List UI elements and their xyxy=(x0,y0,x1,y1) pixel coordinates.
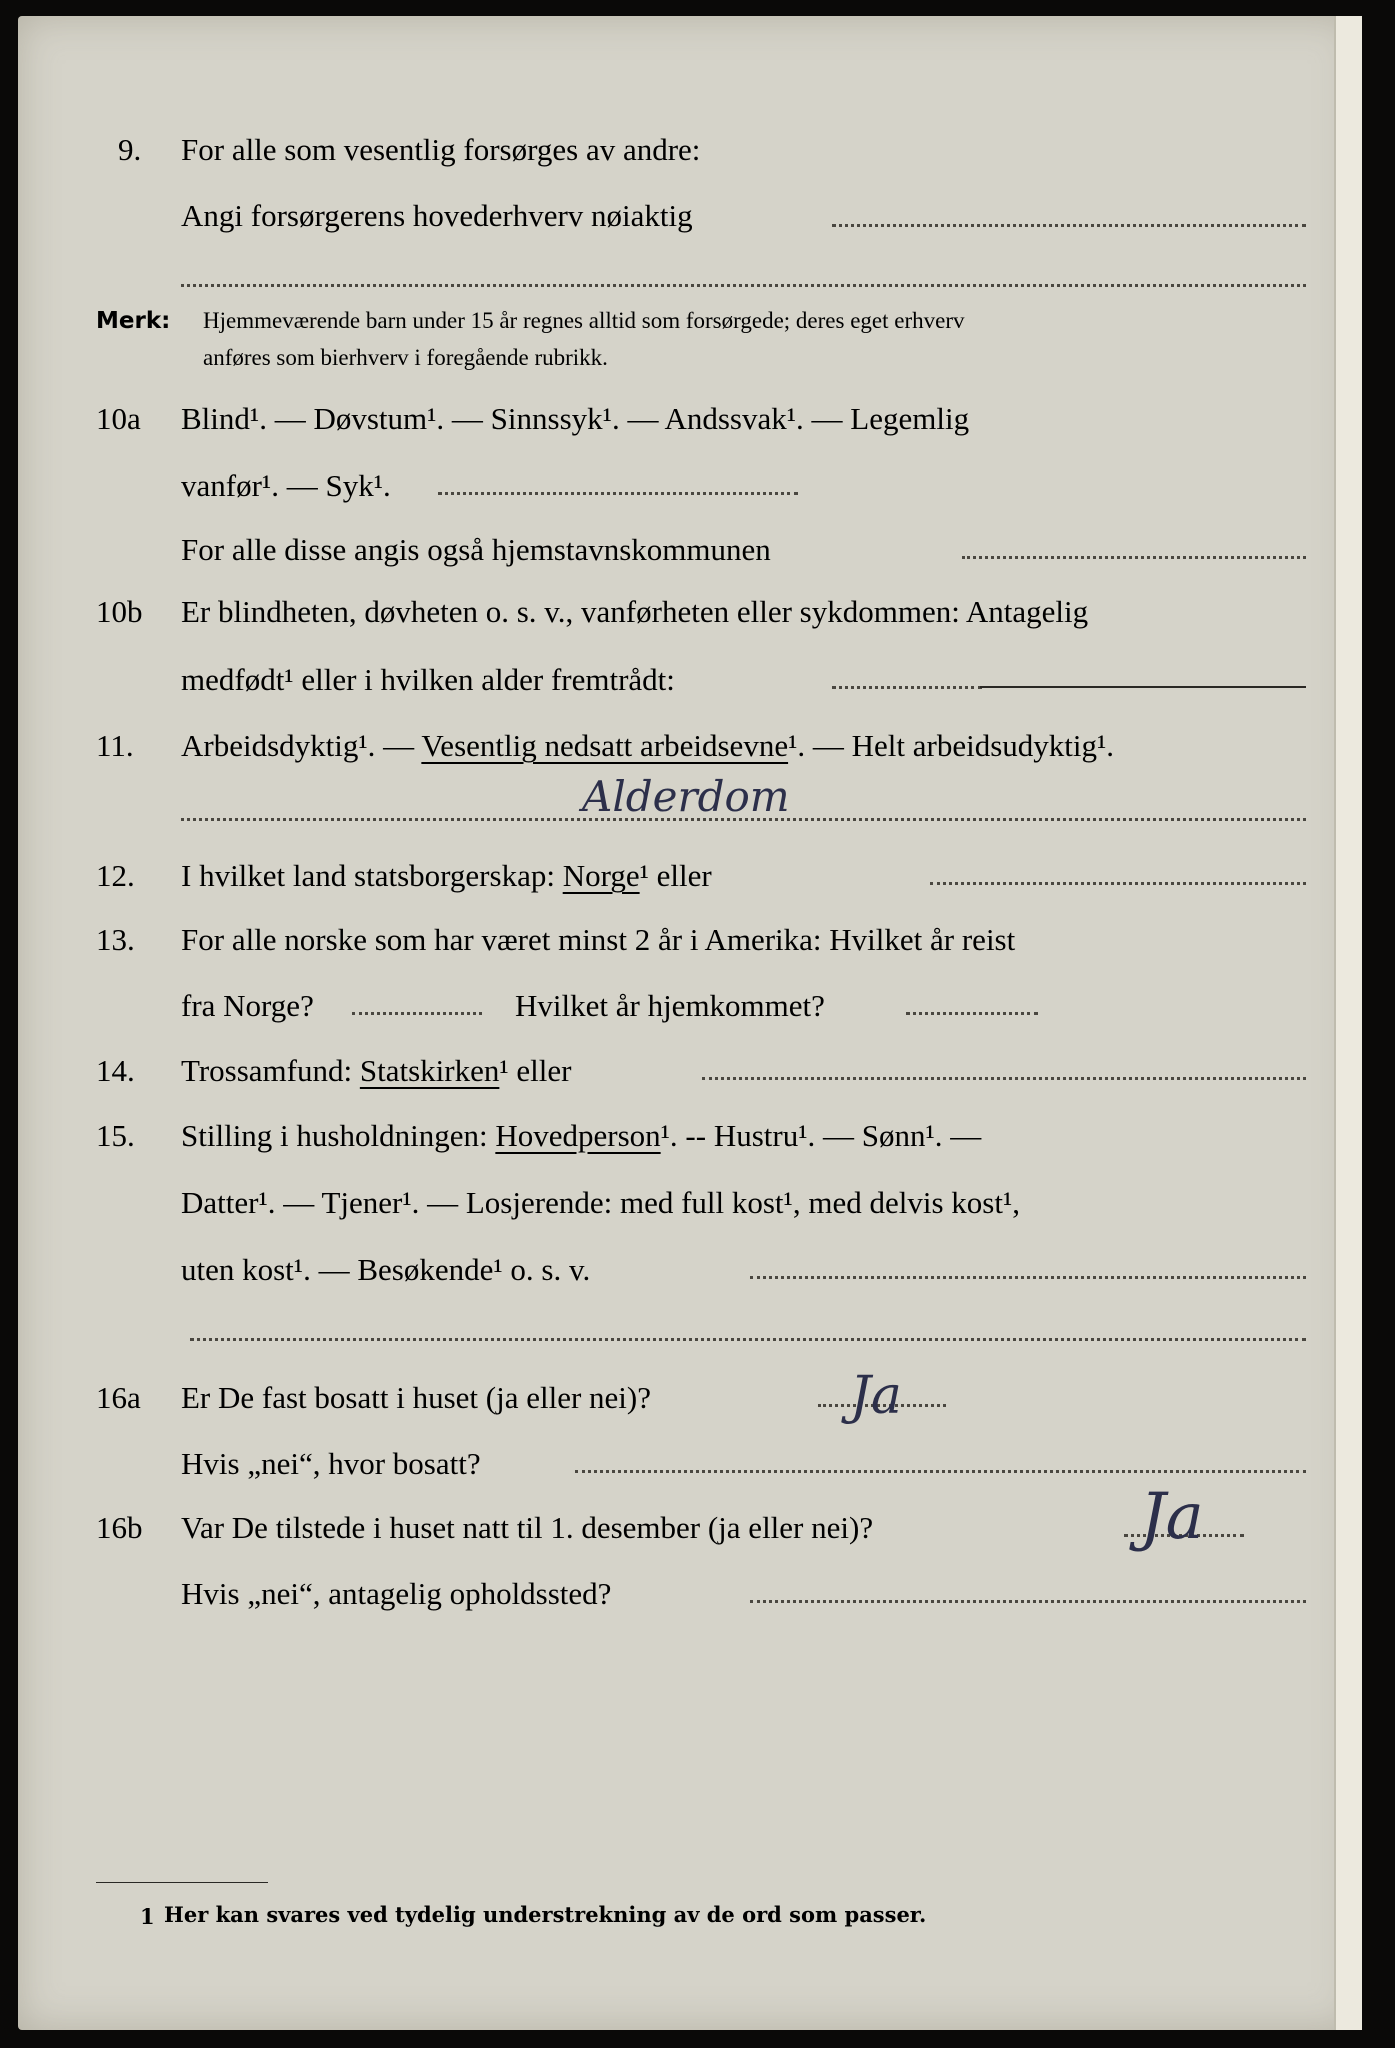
q10b-number: 10b xyxy=(96,594,143,629)
q13-number: 13. xyxy=(96,922,135,957)
q13-return-field[interactable] xyxy=(906,1012,1038,1015)
merk-label: Merk: xyxy=(96,308,171,334)
q10a-line3: For alle disse angis også hjemstavnskommunen xyxy=(181,532,771,567)
q13-line2b: Hvilket år hjemkommet? xyxy=(515,988,825,1023)
page-edge xyxy=(1334,16,1362,2030)
q9-line2: Angi forsørgerens hovederhverv nøiaktig xyxy=(181,198,693,233)
q10a-answer-field[interactable] xyxy=(438,492,798,495)
q11-number: 11. xyxy=(96,728,134,763)
q9-answer-field[interactable] xyxy=(832,224,1306,227)
q14-answer-field[interactable] xyxy=(702,1077,1306,1080)
q15-options-rest: ¹. -- Hustru¹. — Sønn¹. — xyxy=(660,1118,982,1153)
merk-line2: anføres som bierhverv i foregående rubrikk. xyxy=(203,345,608,370)
q9-line1: For alle som vesentlig forsørges av andre: xyxy=(181,132,701,167)
q15-option-hovedperson: Hovedperson xyxy=(495,1118,661,1153)
q14-number: 14. xyxy=(96,1053,135,1088)
q10a-line2: vanfør¹. — Syk¹. xyxy=(181,468,391,503)
footnote-mark: 1 xyxy=(140,1904,155,1929)
q16b-number: 16b xyxy=(96,1510,143,1545)
q15-line2: Datter¹. — Tjener¹. — Losjerende: med full kost¹, med delvis kost¹, xyxy=(181,1185,1020,1220)
footnote-rule xyxy=(96,1882,268,1883)
q10b-line1: Er blindheten, døvheten o. s. v., vanførheten eller sykdommen: Antagelig xyxy=(181,594,1089,629)
q14-line xyxy=(181,1051,571,1091)
q16a-handwritten-answer: Ja xyxy=(850,1366,902,1426)
q10a-number: 10a xyxy=(96,401,141,436)
q15-answer-field-2[interactable] xyxy=(190,1338,1306,1341)
q11-option-reduced: Vesentlig nedsatt arbeidsevne xyxy=(421,728,789,763)
q9-number: 9. xyxy=(118,132,142,167)
q14-question: Trossamfund: xyxy=(181,1053,360,1088)
q10b-answer-line xyxy=(980,686,1306,688)
q13-line2a: fra Norge? xyxy=(181,988,314,1023)
merk-line1: Hjemmeværende barn under 15 år regnes alltid som forsørgede; deres eget erhverv xyxy=(203,308,965,333)
q13-line1: For alle norske som har været minst 2 år i Amerika: Hvilket år reist xyxy=(181,922,1016,957)
q16a-number: 16a xyxy=(96,1380,141,1415)
q15-line3: uten kost¹. — Besøkende¹ o. s. v. xyxy=(181,1252,591,1287)
q16a-line2: Hvis „nei“, hvor bosatt? xyxy=(181,1446,481,1481)
q10a-municipality-field[interactable] xyxy=(962,556,1306,559)
footnote-text: Her kan svares ved tydelig understrekning av de ord som passer. xyxy=(164,1902,927,1927)
q16a-line1: Er De fast bosatt i huset (ja eller nei)? xyxy=(181,1380,651,1415)
q16b-line1: Var De tilstede i huset natt til 1. desember (ja eller nei)? xyxy=(181,1510,874,1545)
q13-left-field[interactable] xyxy=(352,1012,482,1015)
q15-answer-field[interactable] xyxy=(750,1276,1306,1279)
q10a-line1: Blind¹. — Døvstum¹. — Sinnssyk¹. — Andssvak¹. — Legemlig xyxy=(181,401,970,436)
q16b-handwritten-answer: Ja xyxy=(1140,1480,1204,1554)
q16b-place-field[interactable] xyxy=(750,1600,1306,1603)
q10b-line2: medfødt¹ eller i hvilken alder fremtrådt: xyxy=(181,662,675,697)
q14-option-other: ¹ eller xyxy=(499,1053,572,1088)
q12-option-other: ¹ eller xyxy=(639,858,712,893)
q15-number: 15. xyxy=(96,1118,135,1153)
q12-option-norge: Norge xyxy=(562,858,640,893)
q12-line xyxy=(181,856,712,896)
q9-answer-field-2[interactable] xyxy=(181,284,1306,287)
q10b-answer-field[interactable] xyxy=(832,686,982,689)
q16a-where-field[interactable] xyxy=(575,1470,1306,1473)
q15-question: Stilling i husholdningen: xyxy=(181,1118,496,1153)
q15-line1 xyxy=(181,1116,981,1156)
q11-line xyxy=(181,726,1114,766)
q11-answer-field[interactable] xyxy=(181,818,1306,821)
q12-question: I hvilket land statsborgerskap: xyxy=(181,858,563,893)
q16b-line2: Hvis „nei“, antagelig opholdssted? xyxy=(181,1576,612,1611)
q11-option-unable: ¹. — Helt arbeidsudyktig¹. xyxy=(788,728,1115,763)
q12-number: 12. xyxy=(96,858,135,893)
q11-option-able: Arbeidsdyktig¹. — xyxy=(181,728,422,763)
q12-answer-field[interactable] xyxy=(930,882,1306,885)
q11-handwritten-answer: Alderdom xyxy=(582,772,790,821)
q14-option-statskirken: Statskirken xyxy=(359,1053,500,1088)
